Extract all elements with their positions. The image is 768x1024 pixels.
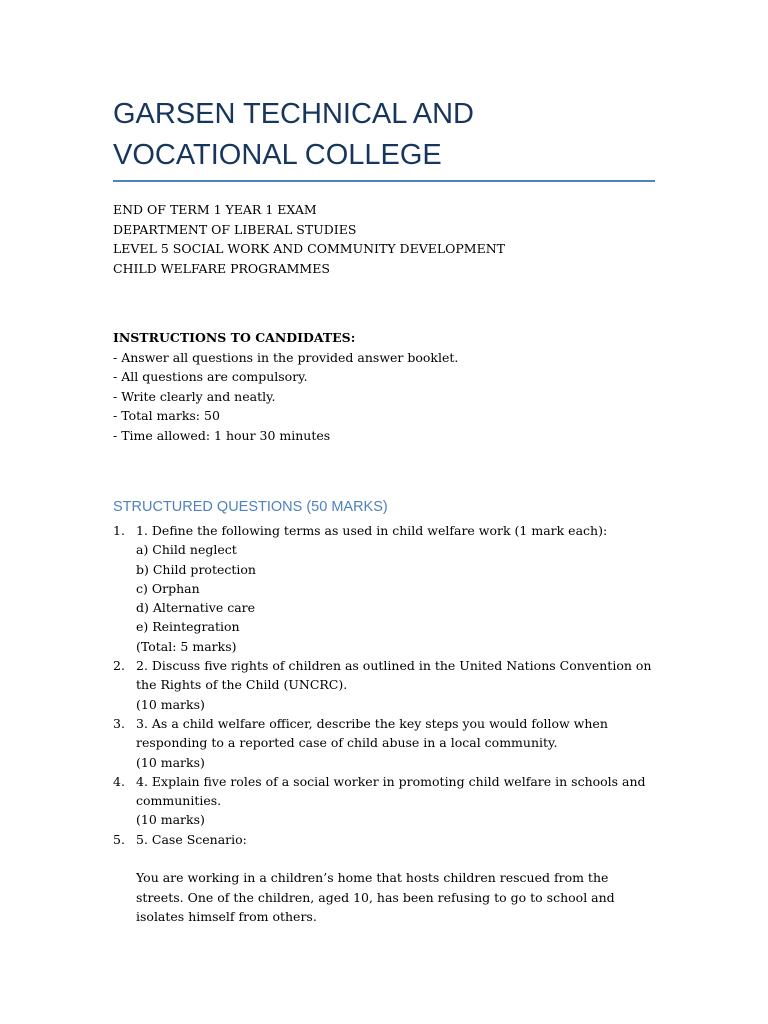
exam-header-line: DEPARTMENT OF LIBERAL STUDIES <box>113 221 357 237</box>
exam-header-line: LEVEL 5 SOCIAL WORK AND COMMUNITY DEVELOPMENT <box>113 241 506 256</box>
question-number: 1. <box>113 523 125 538</box>
question-number: 2. <box>113 658 125 674</box>
exam-header-line: END OF TERM 1 YEAR 1 EXAM <box>113 202 317 217</box>
question-item <box>113 830 653 926</box>
instruction-item: - Time allowed: 1 hour 30 minutes <box>113 427 331 443</box>
instruction-item: - All questions are compulsory. <box>113 369 308 384</box>
section-heading: STRUCTURED QUESTIONS (50 MARKS) <box>113 499 388 515</box>
question-number: 5. <box>113 831 125 847</box>
college-title: GARSEN TECHNICAL AND VOCATIONAL COLLEGE <box>113 98 474 171</box>
question-text: 3. As a child welfare officer, describe the key steps you would follow when responding to a reported case of child abuse in a local community. <box>136 715 608 751</box>
questions-list <box>113 521 653 926</box>
question-subitem: c) Orphan <box>136 580 200 596</box>
instructions-heading: INSTRUCTIONS TO CANDIDATES: <box>113 330 356 345</box>
question-marks: (10 marks) <box>136 812 205 828</box>
exam-header <box>113 200 505 278</box>
question-marks: (10 marks) <box>136 696 205 712</box>
instruction-item: - Answer all questions in the provided answer booklet. <box>113 349 459 365</box>
title-divider <box>113 180 655 182</box>
blank-line <box>136 849 653 868</box>
instructions-block <box>113 328 458 445</box>
question-number: 4. <box>113 773 125 789</box>
question-number: 3. <box>113 715 125 731</box>
question-text: 2. Discuss five rights of children as outlined in the United Nations Convention on the Rights of the Child (UNCRC). <box>136 658 652 693</box>
question-marks: (10 marks) <box>136 754 205 770</box>
exam-header-line: CHILD WELFARE PROGRAMMES <box>113 260 330 276</box>
question-subitem: a) Child neglect <box>136 542 237 558</box>
question-subitem: e) Reintegration <box>136 619 240 635</box>
case-scenario-text: You are working in a children’s home that hosts children rescued from the streets. One of the children, aged 10, has been refusing to go to school and isolates himself from others. <box>136 870 615 924</box>
question-item <box>113 656 653 714</box>
question-marks: (Total: 5 marks) <box>136 638 237 654</box>
question-item <box>113 714 653 772</box>
question-item <box>113 521 653 656</box>
instruction-item: - Total marks: 50 <box>113 408 220 423</box>
question-subitem: d) Alternative care <box>136 600 256 616</box>
question-text: 1. Define the following terms as used in child welfare work (1 mark each): <box>136 523 608 538</box>
question-text: 5. Case Scenario: <box>136 831 247 847</box>
instruction-item: - Write clearly and neatly. <box>113 388 276 404</box>
question-item <box>113 772 653 830</box>
question-text: 4. Explain five roles of a social worker in promoting child welfare in schools and communities. <box>136 773 646 809</box>
question-subitem: b) Child protection <box>136 561 256 577</box>
